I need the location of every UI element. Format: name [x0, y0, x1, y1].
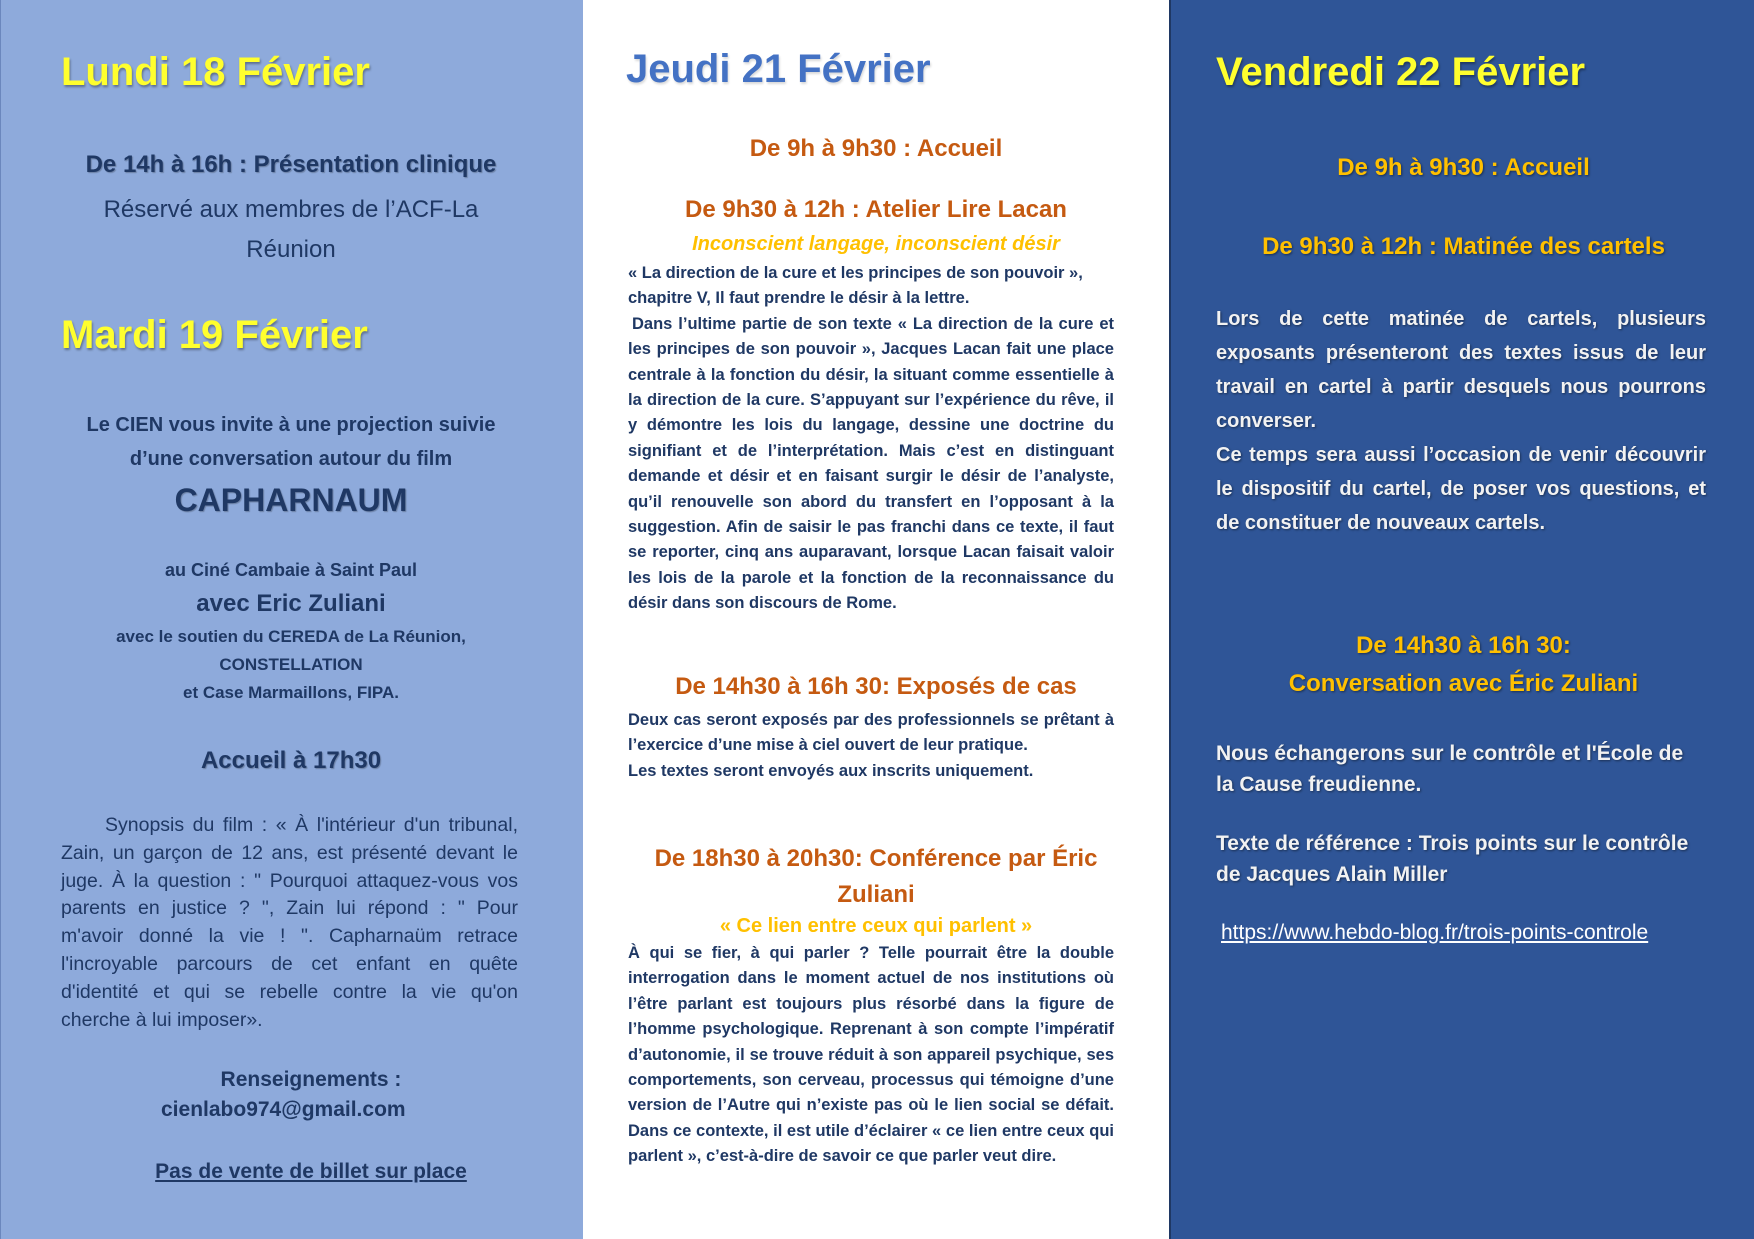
day-heading-friday: Vendredi 22 Février — [1216, 50, 1586, 94]
atelier-paragraph-2: Dans l’ultime partie de son texte « La direction de la cure et les principes de son pouvoir », Jacques Lacan fait une place centrale à la fonction du désir, la situant comme essentielle à la direction de la cure. S’appuyant sur l’expérience du rêve, il y démontre les lois du langage, dessine une doctrine du signifiant et de l’interprétation. Mais c’est en distinguant demande et désir et en faisant surgir le désir de l’analyste, qu’il renouvelle son abord du transfert en l’opposant à la suggestion. Afin de saisir le pas franchi dans ce texte, il faut se reporter, cinq ans auparavant, lorsque Lacan faisait valoir les lois de la parole et la fonction de la reconnaissance du désir dans son discours de Rome. — [628, 314, 1114, 613]
no-ticket-notice: Pas de vente de billet sur place — [155, 1160, 467, 1183]
reference-text: Texte de référence : Trois points sur le contrôle de Jacques Alain Miller — [1216, 832, 1689, 886]
support-line-3: et Case Marmaillons, FIPA. — [182, 683, 400, 702]
film-title: CAPHARNAUM — [174, 482, 408, 518]
friday-welcome: De 9h à 9h30 : Accueil — [1337, 154, 1590, 181]
cartels-paragraph-1: Lors de cette matinée de cartels, plusieurs exposants présenteront des textes issus de leur travail en cartel à partir desquels nous pourrons converser. — [1216, 308, 1706, 432]
cartels-description — [1216, 302, 1706, 540]
atelier-paragraph-1: « La direction de la cure et les principes de son pouvoir », chapitre V, Il faut prendre le désir à la lettre. — [628, 264, 1083, 308]
clinical-session-note: Réservé aux membres de l’ACF-La Réunion — [103, 196, 479, 263]
contact-email[interactable]: cienlabo974@gmail.com — [161, 1098, 406, 1121]
cinema-location: au Ciné Cambaie à Saint Paul — [164, 560, 418, 580]
column-thursday — [583, 0, 1169, 1239]
support-line-2: CONSTELLATION — [219, 655, 363, 674]
cases-description — [628, 708, 1114, 784]
day-heading-thursday: Jeudi 21 Février — [626, 47, 931, 91]
cartels-title: De 9h30 à 12h : Matinée des cartels — [1262, 233, 1665, 260]
cases-title: De 14h30 à 16h 30: Exposés de cas — [675, 673, 1077, 700]
cases-paragraph-1: Deux cas seront exposés par des professionnels se prêtant à l’exercice d’une mise à ciel ouvert de leur pratique. — [628, 711, 1114, 755]
reference-link[interactable]: https://www.hebdo-blog.fr/trois-points-controle — [1221, 921, 1649, 944]
cases-paragraph-2: Les textes seront envoyés aux inscrits uniquement. — [628, 761, 1034, 780]
atelier-title: De 9h30 à 12h : Atelier Lire Lacan — [685, 196, 1067, 223]
atelier-subtitle: Inconscient langage, inconscient désir — [692, 233, 1060, 255]
guest-speaker: avec Eric Zuliani — [196, 590, 386, 617]
atelier-description — [628, 261, 1114, 617]
film-invitation: Le CIEN vous invite à une projection suivie d’une conversation autour du film — [86, 414, 496, 470]
conference-title: De 18h30 à 20h30: Conférence par Éric Zuliani — [654, 845, 1098, 908]
conversation-time: De 14h30 à 16h 30: — [1356, 632, 1571, 659]
cartels-paragraph-2: Ce temps sera aussi l’occasion de venir découvrir le dispositif du cartel, de poser vos questions, et de constituer de nouveaux cartels. — [1216, 444, 1706, 534]
thursday-welcome: De 9h à 9h30 : Accueil — [749, 135, 1003, 162]
welcome-time: Accueil à 17h30 — [200, 747, 382, 774]
clinical-session-title: De 14h à 16h : Présentation clinique — [85, 151, 497, 178]
info-label: Renseignements : — [220, 1068, 402, 1091]
conference-subtitle: « Ce lien entre ceux qui parlent » — [719, 915, 1033, 937]
day-heading-monday: Lundi 18 Février — [61, 50, 370, 94]
conference-description: À qui se fier, à qui parler ? Telle pourrait être la double interrogation dans le moment actuel de nos institutions où l’être parlant est toujours plus résorbé dans la figure de l’homme psychologique. Reprenant à son compte l’impératif d’autonomie, il se trouve réduit à son appareil psychique, ses comportements, son cerveau, processus qui témoigne d’une version de l’Autre qui n’existe pas où le lien social se défait. Dans ce contexte, il est utile d’éclairer « ce lien entre ceux qui parlent », c’est-à-dire de savoir ce que parler veut dire. — [628, 944, 1114, 1166]
film-synopsis: Synopsis du film : « À l'intérieur d'un tribunal, Zain, un garçon de 12 ans, est présenté devant le juge. À la question : " Pourquoi attaquez-vous vos parents en justice ? ", Zain lui répond : " Pour m'avoir donné la vie ! ". Capharnaüm retrace l'incroyable parcours de cet enfant en quête d'identité et qui se rebelle contre la vie qu'on cherche à lui imposer». — [61, 814, 518, 1031]
conversation-title: Conversation avec Éric Zuliani — [1288, 670, 1639, 697]
conversation-description: Nous échangerons sur le contrôle et l'École de la Cause freudienne. — [1216, 742, 1684, 796]
column-friday — [1169, 0, 1754, 1239]
day-heading-tuesday: Mardi 19 Février — [61, 313, 368, 357]
support-line-1: avec le soutien du CEREDA de La Réunion, — [116, 627, 466, 646]
column-monday-tuesday — [0, 0, 583, 1239]
